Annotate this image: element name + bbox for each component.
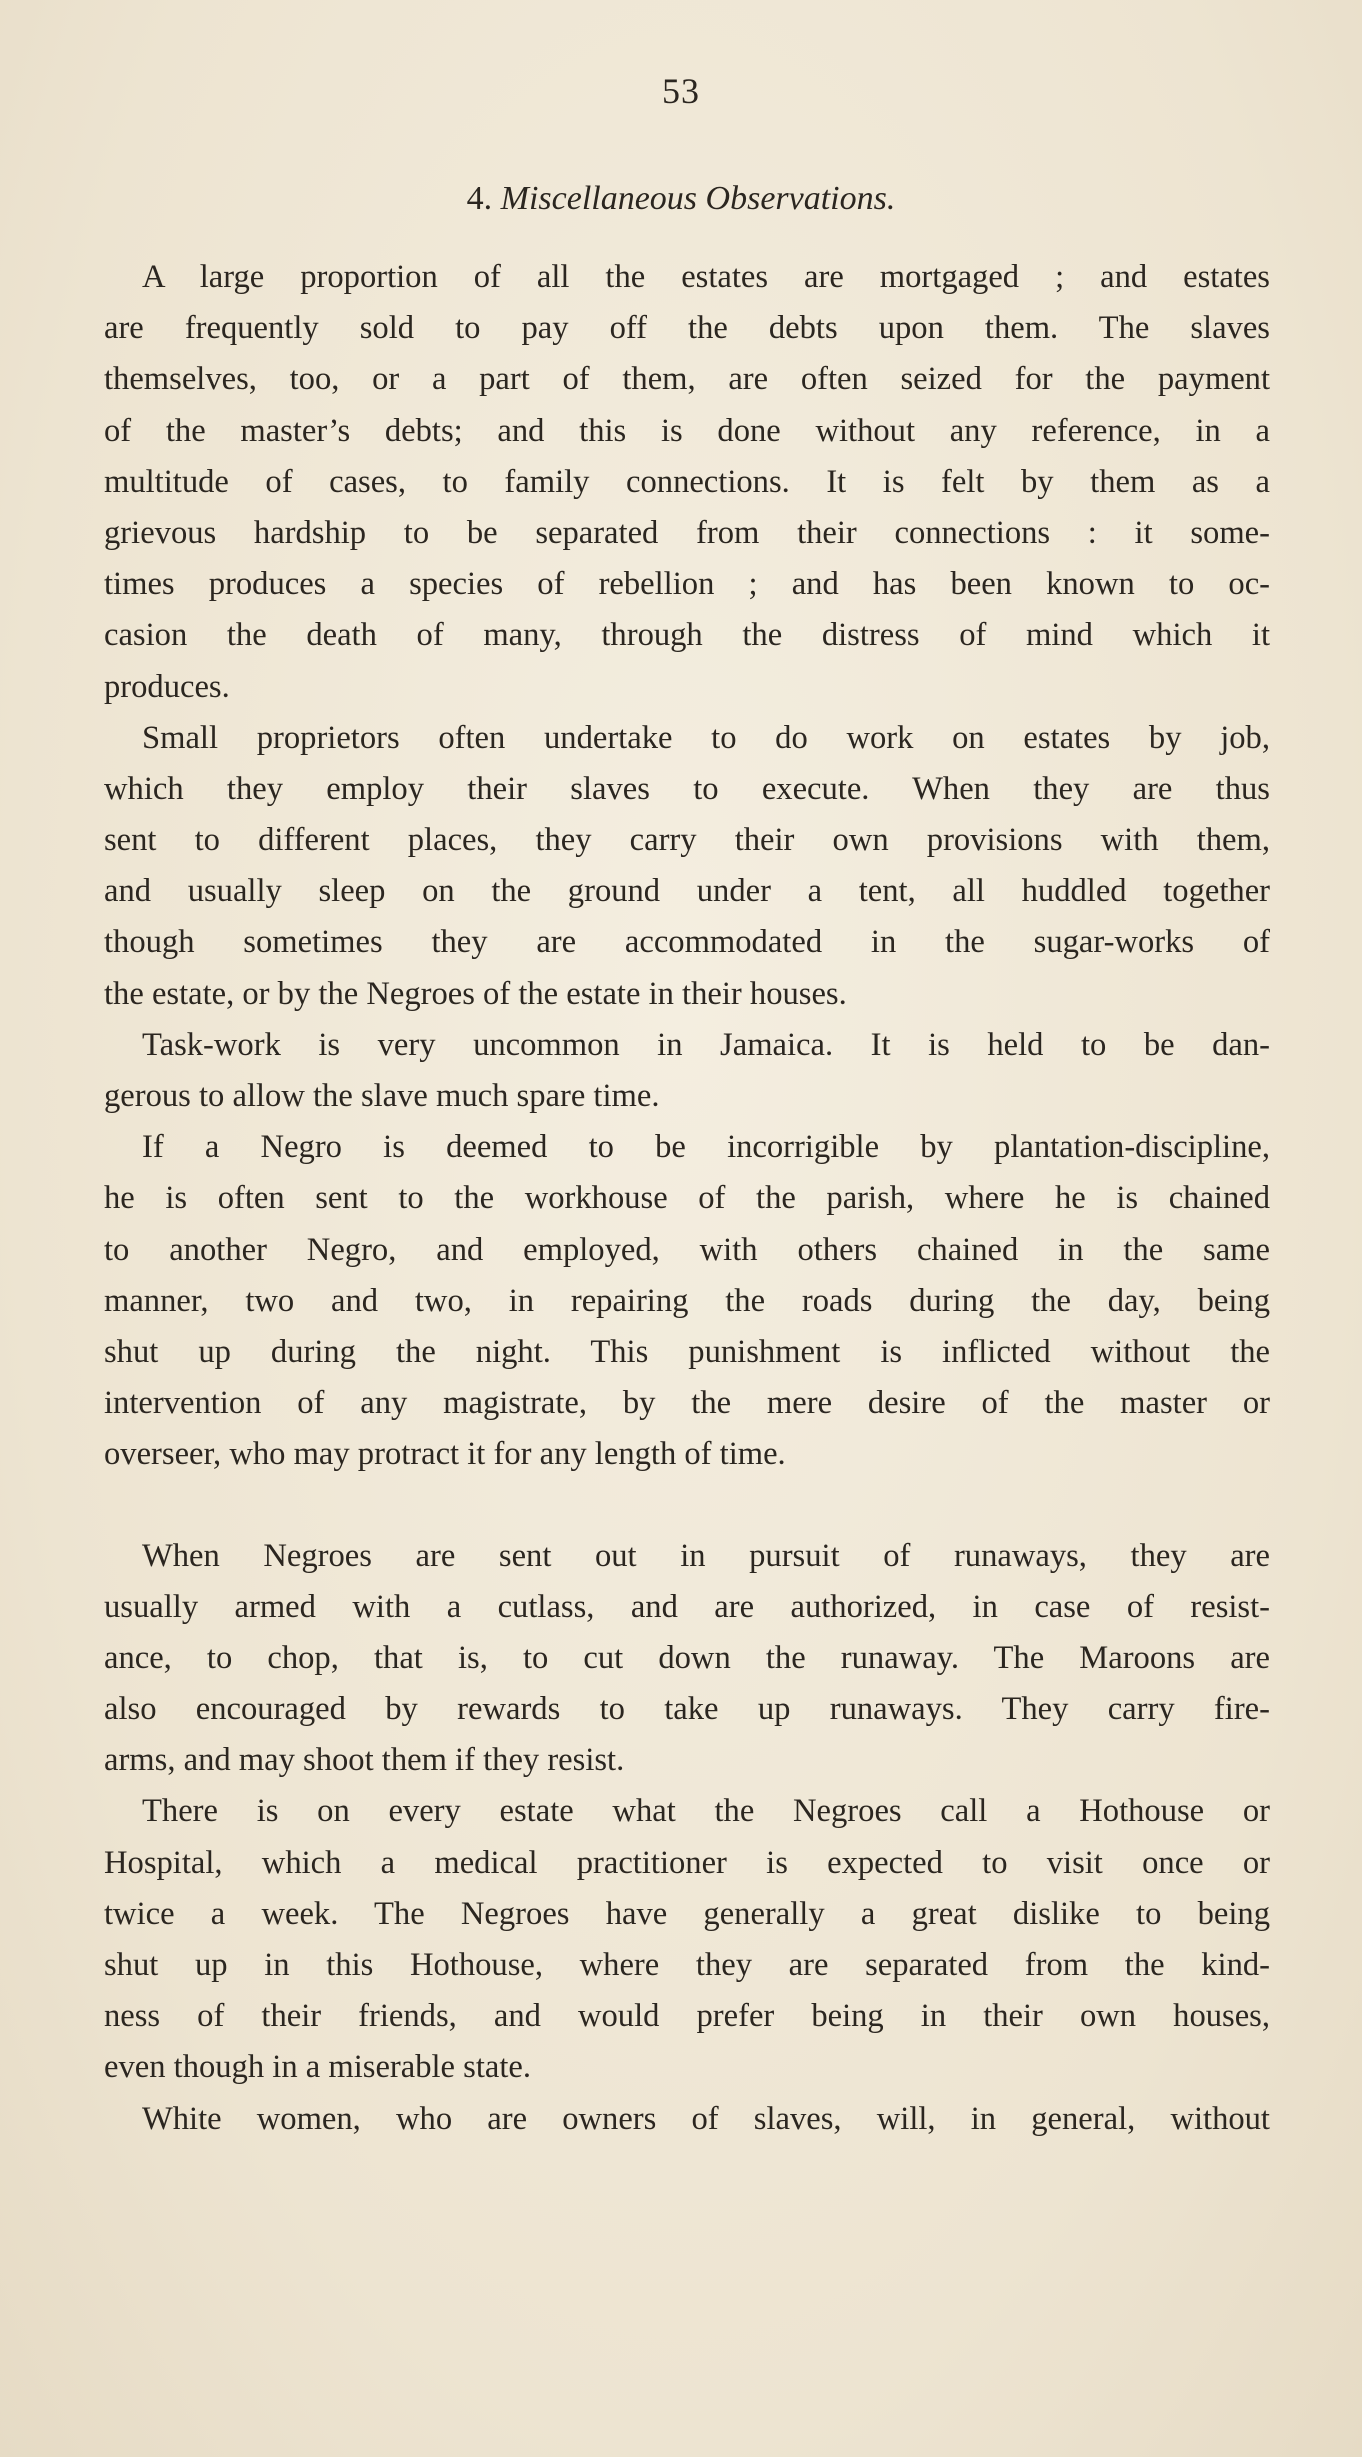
text-line: If a Negro is deemed to be incorrigible by plantation-discipline, xyxy=(142,1129,1270,1166)
text-line: Task-work is very uncommon in Jamaica. It is held to be dan- xyxy=(142,1026,1270,1063)
paragraph xyxy=(104,1020,1270,1122)
text-line: of the master’s debts; and this is done without any reference, in a xyxy=(104,412,1270,449)
text-line: times produces a species of rebellion ; and has been known to oc- xyxy=(104,566,1270,603)
paragraph xyxy=(104,713,1270,1020)
text-line: even though in a miserable state. xyxy=(104,2049,531,2086)
text-line: A large proportion of all the estates are mortgaged ; and estates xyxy=(142,259,1270,295)
text-line: When Negroes are sent out in pursuit of runaways, they are xyxy=(142,1537,1270,1574)
text-line: though sometimes they are accommodated in the sugar-works of xyxy=(104,924,1270,961)
paragraph xyxy=(104,1786,1270,2093)
section-title: Miscellaneous Observations. xyxy=(500,180,896,217)
text-line: There is on every estate what the Negroes call a Hothouse or xyxy=(142,1793,1270,1830)
text-line: arms, and may shoot them if they resist. xyxy=(104,1742,625,1779)
text-line: multitude of cases, to family connections. It is felt by them as a xyxy=(104,463,1270,500)
section-heading xyxy=(0,180,1362,218)
text-line: gerous to allow the slave much spare time. xyxy=(104,1078,660,1114)
text-line: also encouraged by rewards to take up runaways. They carry fire- xyxy=(104,1691,1270,1728)
section-number: 4. xyxy=(466,180,493,217)
text-line: intervention of any magistrate, by the mere desire of the master or xyxy=(104,1385,1270,1422)
text-line: produces. xyxy=(104,668,230,705)
text-line: Hospital, which a medical practitioner is expected to visit once or xyxy=(104,1844,1270,1881)
text-line: casion the death of many, through the distress of mind which it xyxy=(104,617,1270,654)
text-line: ance, to chop, that is, to cut down the runaway. The Maroons are xyxy=(104,1639,1270,1676)
paragraph xyxy=(104,2094,1270,2145)
text-line: which they employ their slaves to execute. When they are thus xyxy=(104,770,1270,807)
text-line: shut up during the night. This punishment is inflicted without the xyxy=(104,1333,1270,1370)
text-line: White women, who are owners of slaves, will, in general, without xyxy=(142,2100,1270,2137)
paragraph xyxy=(104,1531,1270,1787)
text-line: are frequently sold to pay off the debts upon them. The slaves xyxy=(104,310,1270,347)
text-line: he is often sent to the workhouse of the parish, where he is chained xyxy=(104,1180,1270,1217)
text-line: themselves, too, or a part of them, are often seized for the payment xyxy=(104,361,1270,398)
text-line: grievous hardship to be separated from their connections : it some- xyxy=(104,514,1270,551)
text-line: manner, two and two, in repairing the roads during the day, being xyxy=(104,1282,1270,1319)
text-line: usually armed with a cutlass, and are authorized, in case of resist- xyxy=(104,1588,1270,1625)
text-line: twice a week. The Negroes have generally a great dislike to being xyxy=(104,1895,1270,1932)
text-line: Small proprietors often undertake to do work on estates by job, xyxy=(142,719,1270,756)
paragraph-gap xyxy=(104,1481,1270,1531)
text-line: and usually sleep on the ground under a tent, all huddled together xyxy=(104,873,1270,910)
text-line: ness of their friends, and would prefer being in their own houses, xyxy=(104,1998,1270,2035)
paragraph xyxy=(104,252,1270,713)
text-line: shut up in this Hothouse, where they are separated from the kind- xyxy=(104,1947,1270,1983)
paragraph xyxy=(104,1122,1270,1480)
page-number: 53 xyxy=(662,71,700,111)
body-text xyxy=(104,252,1270,2145)
text-line: to another Negro, and employed, with others chained in the same xyxy=(104,1231,1270,1268)
text-line: sent to different places, they carry their own provisions with them, xyxy=(104,822,1270,859)
text-line: overseer, who may protract it for any length of time. xyxy=(104,1436,786,1473)
text-line: the estate, or by the Negroes of the estate in their houses. xyxy=(104,975,847,1012)
